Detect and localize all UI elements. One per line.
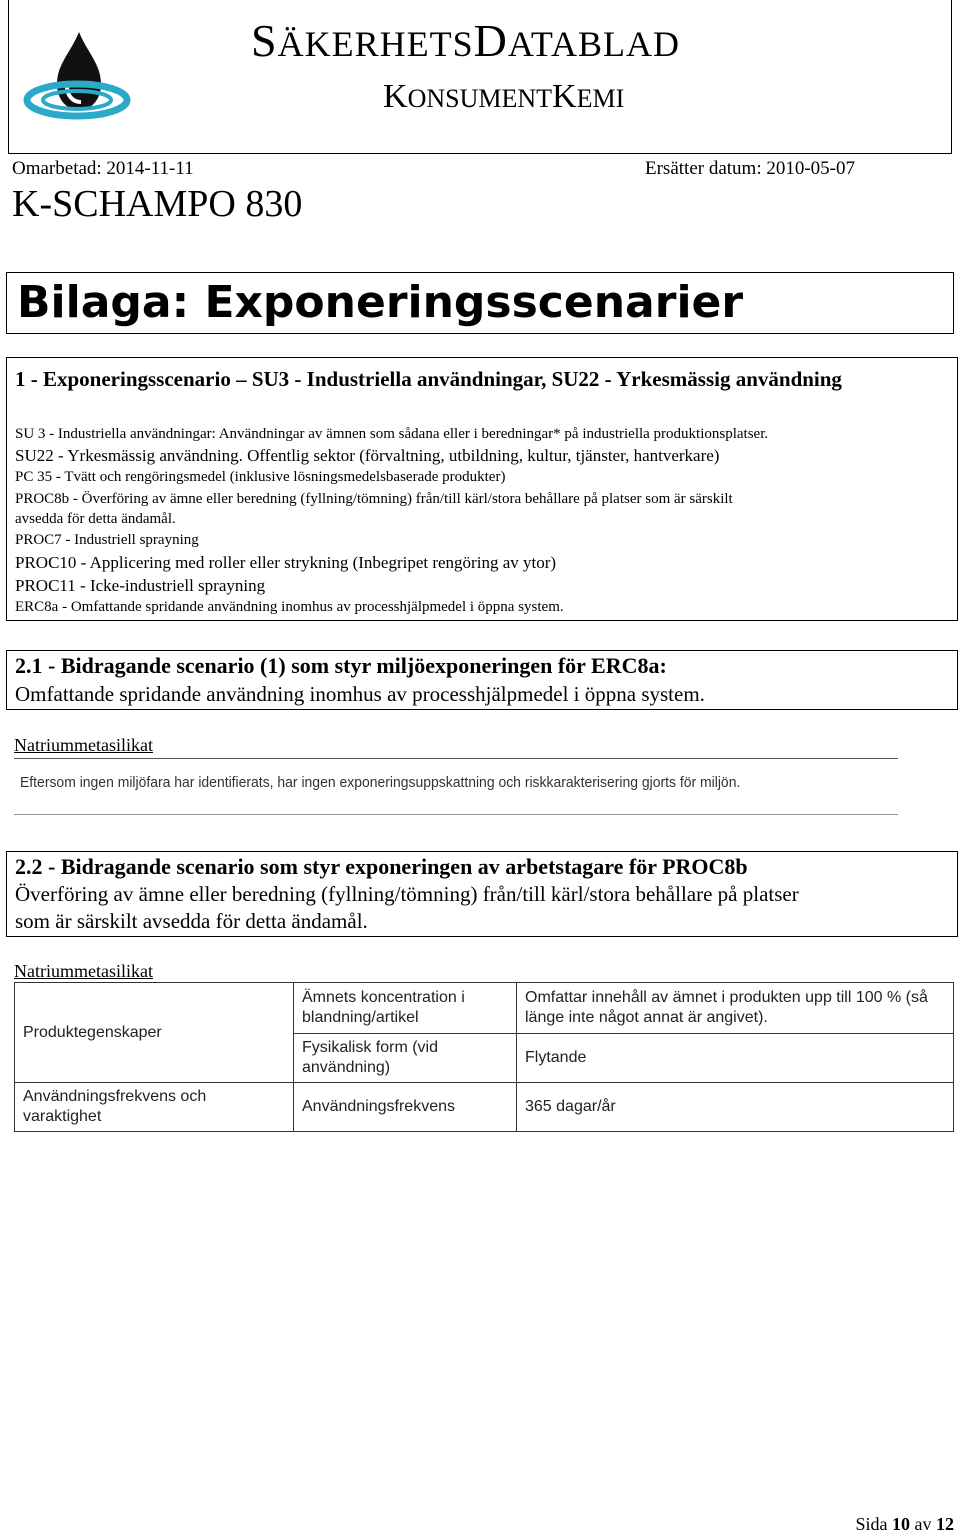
table-cell-label: Fysikalisk form (vid användning): [294, 1034, 517, 1083]
environment-note-text: Eftersom ingen miljöfara har identifierats, har ingen exponeringsuppskattning och riskkarakterisering gjorts för miljön.: [20, 774, 741, 791]
table-cell-value: 365 dagar/år: [517, 1083, 954, 1132]
section1-row: PROC7 - Industriell sprayning: [15, 532, 199, 548]
divider: [14, 814, 898, 815]
page-number: Sida 10 av 12: [855, 1514, 954, 1534]
worker-exposure-table: [14, 982, 954, 1132]
table-cell-value: Flytande: [517, 1034, 954, 1083]
document-subtitle: KONSUMENTKEMI: [383, 78, 625, 115]
section21-title: 2.1 - Bidragande scenario (1) som styr miljöexponeringen för ERC8a:: [15, 653, 667, 678]
table-group-label: Användningsfrekvens och varaktighet: [15, 1083, 294, 1132]
table-row: [15, 1083, 954, 1132]
section21-subtitle: Omfattande spridande användning inomhus av processhjälpmedel i öppna system.: [15, 682, 705, 706]
substance-label: Natriummetasilikat: [14, 735, 153, 755]
scenario-2-1-box: [6, 650, 958, 710]
section1-row: PROC8b - Överföring av ämne eller beredning (fyllning/tömning) från/till kärl/stora behållare på platser som är särskilt: [15, 491, 733, 507]
section22-subtitle-line: Överföring av ämne eller beredning (fyllning/tömning) från/till kärl/stora behållare på platser: [15, 882, 799, 906]
section1-row: SU 3 - Industriella användningar: Användningar av ämnen som sådana eller i beredningar* på industriella produktionsplatser.: [15, 426, 769, 442]
section1-row: ERC8a - Omfattande spridande användning inomhus av processhjälpmedel i öppna system.: [15, 599, 564, 615]
revised-date: Omarbetad: 2014-11-11: [12, 158, 194, 179]
section1-row: PROC11 - Icke-industriell sprayning: [15, 576, 266, 595]
substance-label: Natriummetasilikat: [14, 961, 153, 981]
table-cell-label: Ämnets koncentration i blandning/artikel: [294, 983, 517, 1034]
table-cell-value: Omfattar innehåll av ämnet i produkten upp till 100 % (så länge inte något annat är angivet).: [517, 983, 954, 1034]
section22-subtitle-line: som är särskilt avsedda för detta ändamål.: [15, 909, 368, 933]
environment-note: [14, 758, 898, 816]
document-title: SÄKERHETSDATABLAD: [251, 15, 680, 66]
droplet-logo-icon: [21, 30, 133, 130]
header-box: [8, 0, 952, 154]
section22-title: 2.2 - Bidragande scenario som styr exponeringen av arbetstagare för PROC8b: [15, 854, 748, 879]
exposure-scenario-box: [6, 357, 958, 621]
annex-heading-box: [6, 272, 954, 334]
replaces-date: Ersätter datum: 2010-05-07: [645, 158, 856, 179]
section1-row: PROC10 - Applicering med roller eller strykning (Inbegripet rengöring av ytor): [15, 553, 557, 572]
product-name: K-SCHAMPO 830: [12, 183, 303, 225]
divider: [14, 758, 898, 759]
table-group-label: Produktegenskaper: [15, 983, 294, 1083]
section1-title: 1 - Exponeringsscenario – SU3 - Industriella användningar, SU22 - Yrkesmässig användning: [15, 367, 842, 391]
section1-row: avsedda för detta ändamål.: [15, 511, 176, 527]
table-row: [15, 983, 954, 1034]
annex-title: Bilaga: Exponeringsscenarier: [17, 277, 744, 328]
section1-row: SU22 - Yrkesmässig användning. Offentlig sektor (förvaltning, utbildning, kultur, tjänster, hantverkare): [15, 446, 720, 465]
scenario-2-2-box: [6, 851, 958, 937]
table-cell-label: Användningsfrekvens: [294, 1083, 517, 1132]
section1-row: PC 35 - Tvätt och rengöringsmedel (inklusive lösningsmedelsbaserade produkter): [15, 469, 506, 485]
